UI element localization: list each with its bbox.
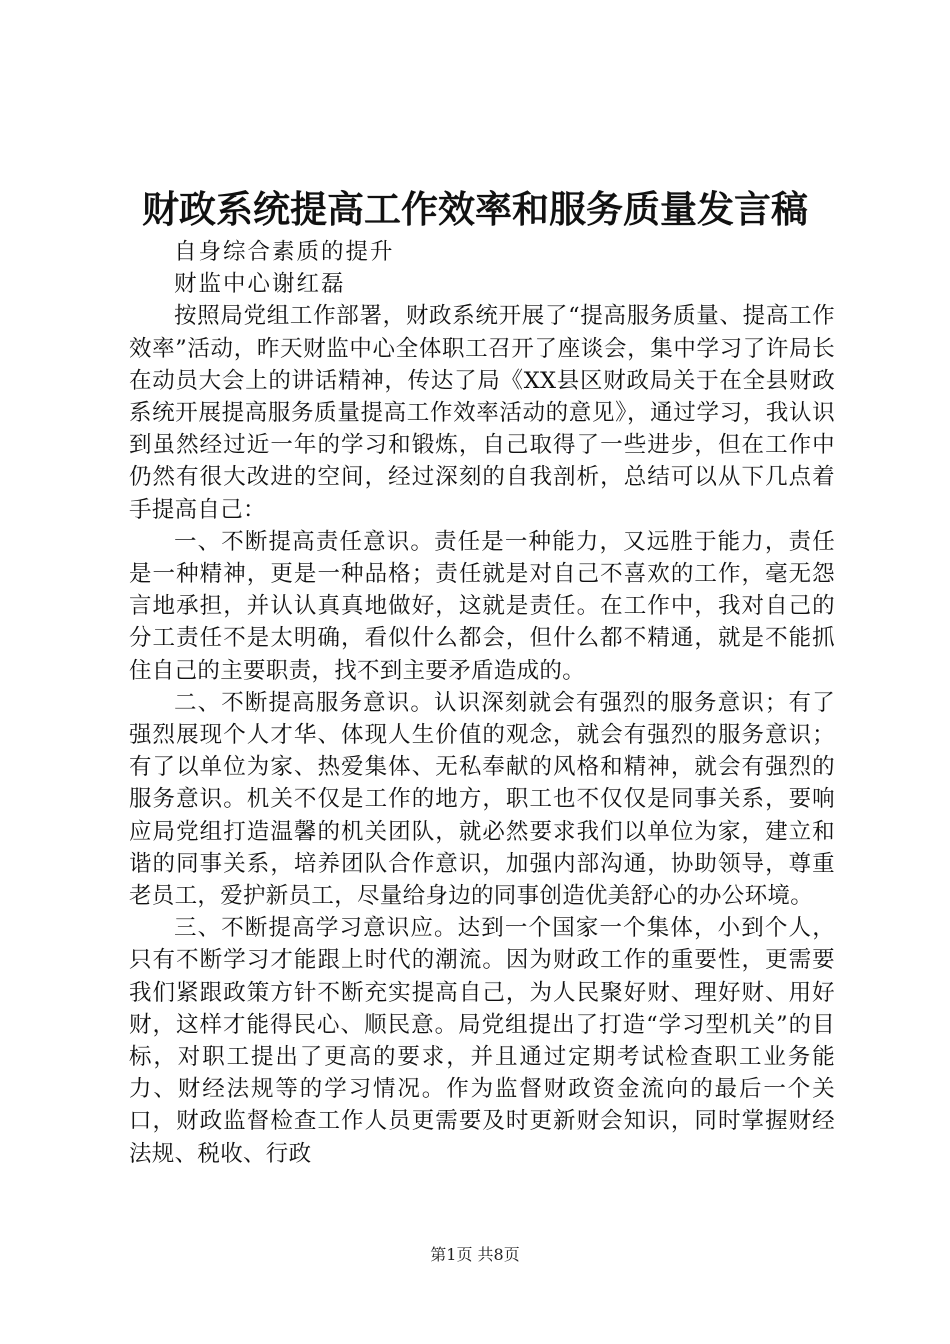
document-body	[129, 236, 835, 1170]
page-number-footer: 第1页 共8页	[430, 1245, 520, 1264]
paragraph-intro: 按照局党组工作部署，财政系统开展了“提高服务质量、提高工作效率”活动，昨天财监中心全体职工召开了座谈会，集中学习了许局长在动员大会上的讲话精神，传达了局《XX县区财政局关于在全县财政系统开展提高服务质量提高工作效率活动的意见》，通过学习，我认识到虽然经过近一年的学习和锻炼，自己取得了一些进步，但在工作中仍然有很大改进的空间，经过深刻的自我剖析，总结可以从下几点着手提高自己：	[129, 303, 835, 523]
document-author: 财监中心谢红磊	[174, 271, 346, 298]
paragraph-learning: 三、不断提高学习意识应。达到一个国家一个集体，小到个人，只有不断学习才能跟上时代的潮流。因为财政工作的重要性，更需要我们紧跟政策方针不断充实提高自己，为人民聚好财、理好财、用好财，这样才能得民心、顺民意。局党组提出了打造“学习型机关”的目标，对职工提出了更高的要求，并且通过定期考试检查职工业务能力、财经法规等的学习情况。作为监督财政资金流向的最后一个关口，财政监督检查工作人员更需要及时更新财会知识，同时掌握财经法规、税收、行政	[129, 915, 835, 1167]
document-subtitle: 自身综合素质的提升	[174, 239, 395, 265]
document-title: 财政系统提高工作效率和服务质量发言稿	[142, 187, 808, 231]
paragraph-service: 二、不断提高服务意识。认识深刻就会有强烈的服务意识；有了强烈展现个人才华、体现人生价值的观念，就会有强烈的服务意识；有了以单位为家、热爱集体、无私奉献的风格和精神，就会有强烈的服务意识。机关不仅是工作的地方，职工也不仅仅是同事关系，要响应局党组打造温馨的机关团队，就必然要求我们以单位为家，建立和谐的同事关系，培养团队合作意识，加强内部沟通，协助领导，尊重老员工，爱护新员工，尽量给身边的同事创造优美舒心的办公环境。	[129, 689, 835, 910]
paragraph-responsibility: 一、不断提高责任意识。责任是一种能力，又远胜于能力，责任是一种精神，更是一种品格；责任就是对自己不喜欢的工作，毫无怨言地承担，并认认真真地做好，这就是责任。在工作中，我对自己的分工责任不是太明确，看似什么都会，但什么都不精通，就是不能抓住自己的主要职责，找不到主要矛盾造成的。	[129, 528, 835, 684]
